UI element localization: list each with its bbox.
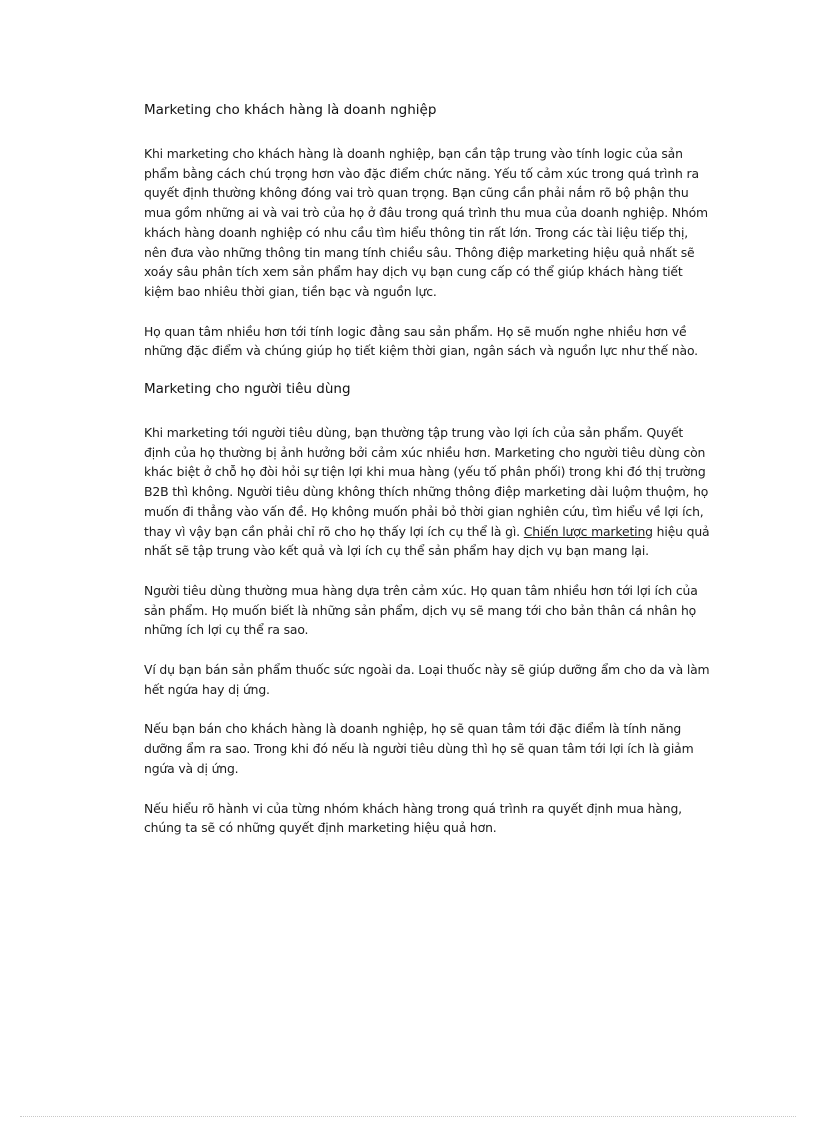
section-heading-consumer: Marketing cho người tiêu dùng — [144, 381, 351, 398]
paragraph-consumer-5: Nếu hiểu rõ hành vi của từng nhóm khách hàng trong quá trình ra quyết định mua hàng, chúng ta sẽ có những quyết định marketing hiệu quả hơn. — [144, 800, 682, 836]
paragraph-consumer-4: Nếu bạn bán cho khách hàng là doanh nghiệp, họ sẽ quan tâm tới đặc điểm là tính năng dưỡng ẩm ra sao. Trong khi đó nếu là người tiêu dùng thì họ sẽ quan tâm tới lợi ích là giảm ngứa và dị ứng. — [144, 721, 694, 776]
paragraph-consumer-1-text-a: Khi marketing tới người tiêu dùng, bạn thường tập trung vào lợi ích của sản phẩm. Quyết định của họ thường bị ảnh hưởng bởi cảm xúc nhiều hơn. Marketing cho người tiêu dùng còn khác biệt ở chỗ họ đòi hỏi sự tiện lợi khi mua hàng (yếu tố phân phối) trong khi đó thị trường B2B thì không. Người tiêu dùng không thích những thông điệp marketing dài luộm thuộm, họ muốn đi thẳng vào vấn đề. Họ không muốn phải bỏ thời gian nghiên cứu, tìm hiểu về lợi ích, thay vì vậy bạn cần phải chỉ rõ cho họ thấy lợi ích cụ thể là gì. — [144, 425, 709, 539]
paragraph-consumer-1 — [144, 423, 712, 561]
marketing-strategy-link[interactable]: Chiến lược marketing — [523, 523, 653, 539]
document-body — [144, 100, 712, 858]
paragraph-business-1: Khi marketing cho khách hàng là doanh nghiệp, bạn cần tập trung vào tính logic của sản phẩm bằng cách chú trọng hơn vào đặc điểm chức năng. Yếu tố cảm xúc trong quá trình ra quyết định thường không đóng vai trò quan trọng. Bạn cũng cần phải nắm rõ bộ phận thu mua gồm những ai và vai trò của họ ở đâu trong quá trình thu mua của doanh nghiệp. Nhóm khách hàng doanh nghiệp có nhu cầu tìm hiểu thông tin rất lớn. Trong các tài liệu tiếp thị, nên đưa vào những thông tin mang tính chiều sâu. Thông điệp marketing hiệu quả nhất sẽ xoáy sâu phân tích xem sản phẩm hay dịch vụ bạn cung cấp có thể giúp khách hàng tiết kiệm bao nhiêu thời gian, tiền bạc và nguồn lực. — [144, 146, 708, 299]
paragraph-consumer-1-text-b: hiệu quả nhất sẽ tập trung vào kết quả và lợi ích cụ thể sản phẩm hay dịch vụ bạn mang lại. — [144, 523, 710, 559]
paragraph-consumer-2: Người tiêu dùng thường mua hàng dựa trên cảm xúc. Họ quan tâm nhiều hơn tới lợi ích của sản phẩm. Họ muốn biết là những sản phẩm, dịch vụ sẽ mang tới cho bản thân cá nhân họ những ích lợi cụ thể ra sao. — [144, 582, 698, 638]
paragraph-business-2: Họ quan tâm nhiều hơn tới tính logic đằng sau sản phẩm. Họ sẽ muốn nghe nhiều hơn về những đặc điểm và chúng giúp họ tiết kiệm thời gian, ngân sách và nguồn lực như thế nào. — [144, 323, 698, 359]
paragraph-consumer-3: Ví dụ bạn bán sản phẩm thuốc sức ngoài da. Loại thuốc này sẽ giúp dưỡng ẩm cho da và làm hết ngứa hay dị ứng. — [144, 662, 710, 697]
section-heading-business: Marketing cho khách hàng là doanh nghiệp — [144, 102, 437, 118]
page-bottom-divider — [20, 1116, 796, 1117]
